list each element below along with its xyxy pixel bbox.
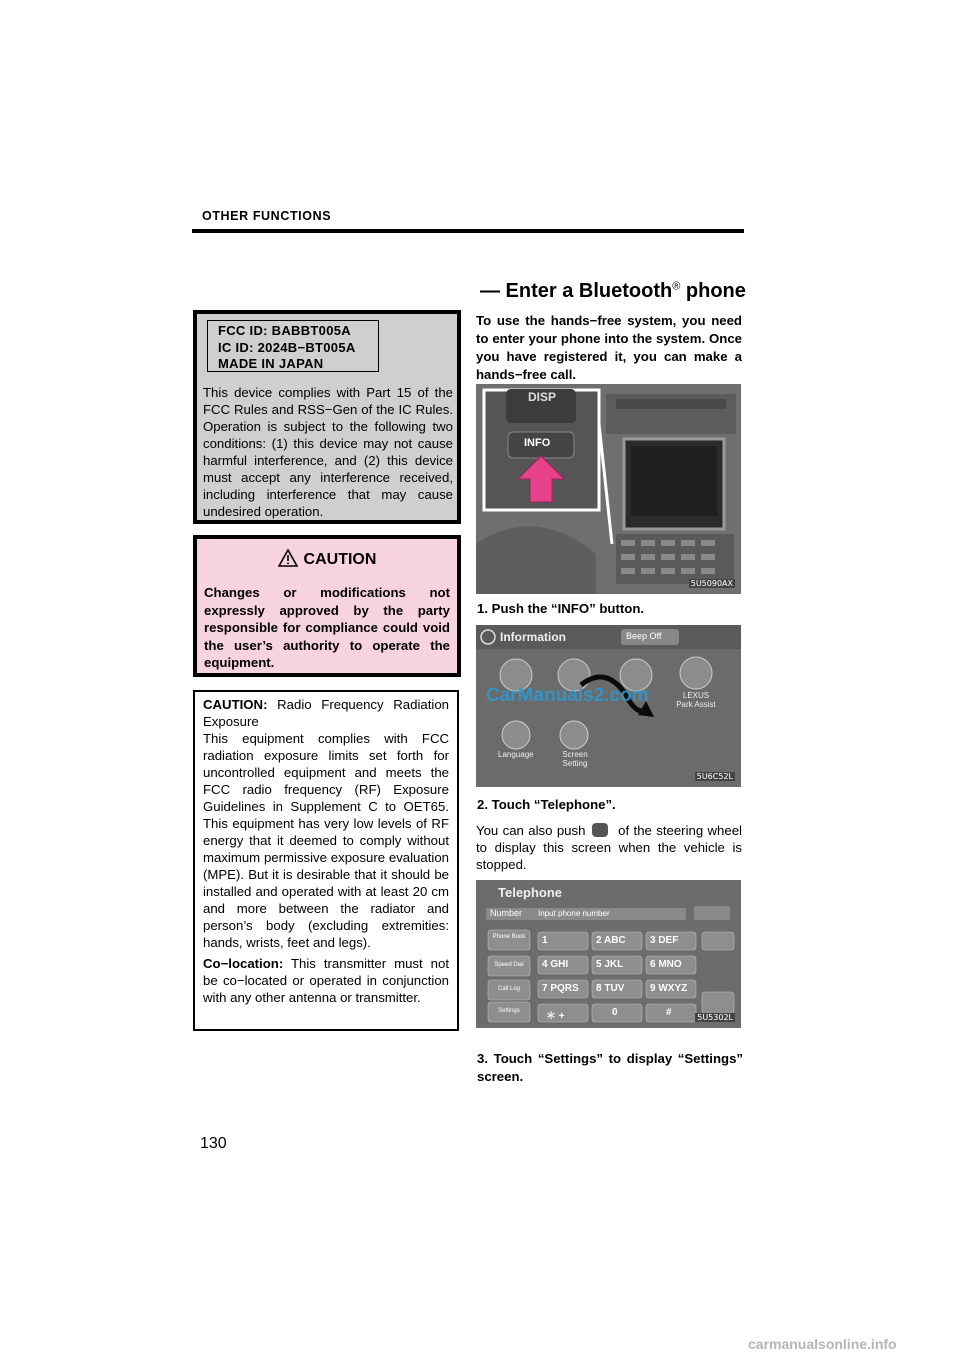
figure-code: 5U6C52L bbox=[696, 772, 733, 781]
number-label: Number bbox=[490, 908, 523, 918]
key-2: 2 ABC bbox=[596, 935, 626, 946]
info-button: INFO bbox=[524, 437, 551, 449]
caution-text: Changes or modifications not expressly approved by the party responsible for compliance could void the user’s authority to operate the equipment. bbox=[204, 585, 450, 670]
call-log-button: Call Log bbox=[497, 986, 520, 992]
key-0: 0 bbox=[612, 1007, 618, 1018]
step-2: 2. Touch “Telephone”. bbox=[477, 797, 616, 812]
key-3: 3 DEF bbox=[650, 935, 679, 946]
key-5: 5 JKL bbox=[596, 959, 624, 970]
caution-heading: CAUTION bbox=[197, 549, 457, 572]
telephone-title: Telephone bbox=[498, 885, 563, 900]
rf-title: Radio Frequency Radiation Exposure bbox=[203, 697, 449, 729]
fcc-id-label: FCC ID: BABBT005A IC ID: 2024B−BT005A MADE IN JAPAN bbox=[207, 320, 379, 372]
telephone-screen-figure bbox=[476, 880, 741, 1028]
figure-code: 5U5090AX bbox=[690, 579, 733, 588]
phone-book-button: Phone Book bbox=[492, 934, 526, 940]
language-item: Language bbox=[498, 750, 534, 759]
key-7: 7 PQRS bbox=[542, 983, 579, 994]
step-1: 1. Push the “INFO” button. bbox=[477, 601, 645, 616]
information-screen-figure bbox=[476, 625, 741, 787]
section-title: — Enter a Bluetooth® phone bbox=[480, 280, 746, 302]
header-rule bbox=[192, 229, 744, 233]
information-title: Information bbox=[500, 630, 566, 644]
fcc-notice-box bbox=[193, 310, 461, 524]
key-hash: # bbox=[666, 1007, 672, 1018]
settings-button: Settings bbox=[498, 1008, 520, 1014]
fcc-compliance-text: This device complies with Part 15 of the FCC Rules and RSS−Gen of the IC Rules. Operation is subject to the following two conditions: (1) this device may not cause harmful interference, and (2) this device must accept any interference received, including interference that may cause undesired operation. bbox=[203, 385, 453, 519]
key-1: 1 bbox=[542, 935, 548, 946]
colocation-label: Co−location: bbox=[203, 956, 284, 971]
steering-note: You can also push of the steering wheel to display this screen when the vehicle is stopped. bbox=[476, 823, 742, 872]
steering-phone-switch-icon bbox=[592, 823, 608, 837]
number-placeholder: Input phone number bbox=[538, 909, 610, 918]
key-6: 6 MNO bbox=[650, 959, 682, 970]
running-header: OTHER FUNCTIONS bbox=[202, 209, 332, 223]
intro-text: To use the hands−free system, you need to enter your phone into the system. Once you have registered it, you can make a hands−free call. bbox=[476, 313, 742, 382]
footer-watermark: carmanualsonline.info bbox=[748, 1336, 897, 1352]
warning-triangle-icon bbox=[278, 549, 298, 572]
key-9: 9 WXYZ bbox=[650, 983, 688, 994]
dashboard-figure bbox=[476, 384, 741, 594]
colocation-text: This transmitter must not be co−located or operated in conjunction with any other antenna or transmitter. bbox=[203, 956, 449, 1005]
key-8: 8 TUV bbox=[596, 983, 625, 994]
key-star: ＊ + bbox=[546, 1011, 565, 1022]
rf-label: CAUTION: bbox=[203, 697, 268, 712]
disp-button: DISP bbox=[528, 390, 557, 404]
speed-dial-button: Speed Dial bbox=[494, 962, 524, 968]
beep-off-button: Beep Off bbox=[626, 631, 662, 641]
rf-exposure-box bbox=[193, 690, 459, 1031]
watermark-text: CarManuals2.com bbox=[486, 685, 649, 706]
lexus-park-assist-item: LEXUS Park Assist bbox=[676, 691, 716, 709]
figure-code: 5U5302L bbox=[697, 1013, 733, 1022]
caution-box bbox=[193, 535, 461, 677]
rf-body: This equipment complies with FCC radiation exposure limits set forth for uncontrolled equipment and meets the FCC radio frequency (RF) Exposure Guidelines in Supplement C to OET65. This equipment has very low levels of RF energy that it deemed to comply without maximum permissive exposure evaluation (MPE). But it is desirable that it should be installed and operated with at least 20 cm and more between the radiator and person’s body (excluding extremities: hands, wrists, feet and legs). bbox=[203, 731, 449, 950]
page-number: 130 bbox=[200, 1135, 227, 1152]
key-4: 4 GHI bbox=[542, 959, 569, 970]
step-3: 3. Touch “Settings” to display “Settings” screen. bbox=[477, 1051, 743, 1084]
screen-setting-item: Screen Setting bbox=[562, 750, 588, 768]
